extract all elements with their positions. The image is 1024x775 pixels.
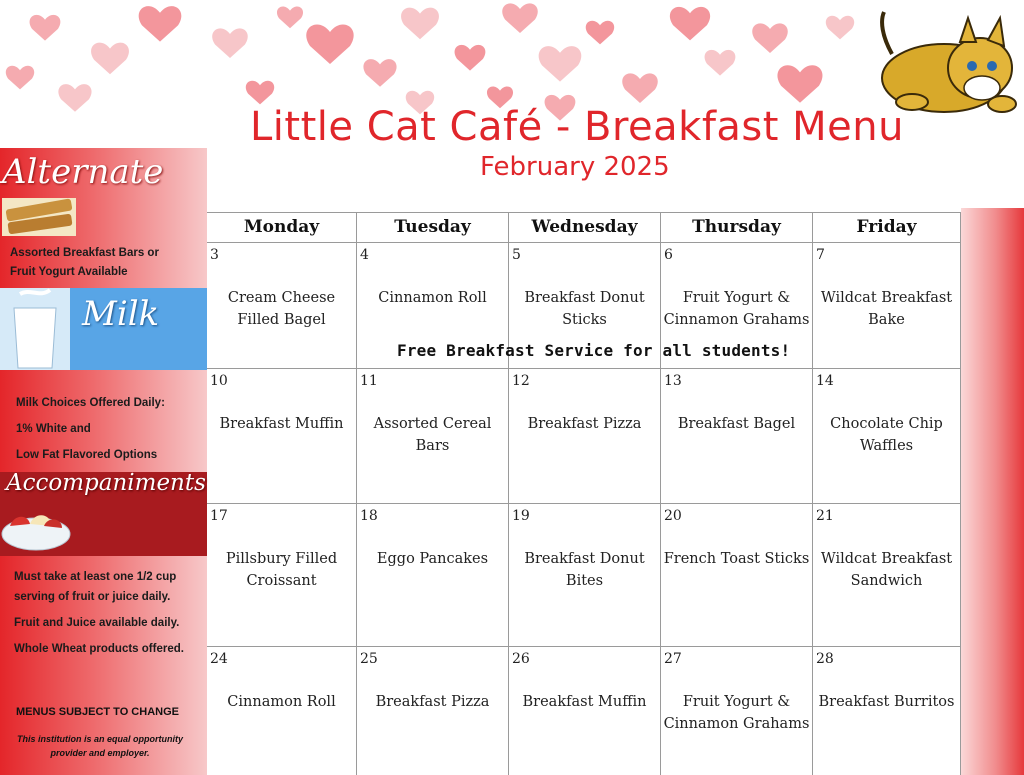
day-number: 27 xyxy=(664,651,682,667)
meal-item xyxy=(209,691,354,713)
day-cell xyxy=(661,504,812,646)
breakfast-bar-icon xyxy=(0,194,78,240)
meal-line: Breakfast Bagel xyxy=(677,416,796,432)
alternate-heading: Alternate xyxy=(2,152,164,192)
meal-line: Croissant xyxy=(246,573,317,589)
info-sidebar xyxy=(0,148,207,775)
header-thursday: Thursday xyxy=(692,217,781,237)
day-cell xyxy=(357,369,508,503)
meal-item xyxy=(663,691,810,735)
free-breakfast-banner: Free Breakfast Service for all students! xyxy=(397,341,791,360)
day-number: 13 xyxy=(664,373,682,389)
header-monday: Monday xyxy=(243,217,320,237)
milk-glass-icon xyxy=(0,288,70,370)
page-subtitle: February 2025 xyxy=(480,152,670,182)
day-number: 19 xyxy=(512,508,530,524)
day-number: 7 xyxy=(816,247,825,263)
day-cell xyxy=(509,504,660,646)
day-cell xyxy=(813,504,960,646)
day-cell xyxy=(357,504,508,646)
milk-line-3: Low Fat Flavored Options xyxy=(16,449,158,461)
meal-item xyxy=(663,548,810,570)
meal-item xyxy=(815,691,958,713)
milk-line-2: 1% White and xyxy=(16,423,91,435)
meal-line: French Toast Sticks xyxy=(663,551,810,567)
day-number: 11 xyxy=(360,373,378,389)
day-number: 18 xyxy=(360,508,378,524)
meal-line: Eggo Pancakes xyxy=(376,551,489,567)
meal-line: Fruit Yogurt & xyxy=(682,694,791,710)
day-number: 6 xyxy=(664,247,673,263)
milk-heading: Milk xyxy=(82,294,160,334)
meal-line: Filled Bagel xyxy=(237,312,326,328)
day-number: 10 xyxy=(210,373,228,389)
alternate-line-2: Fruit Yogurt Available xyxy=(10,266,128,278)
day-cell xyxy=(509,369,660,503)
eeo-line-1: This institution is an equal opportunity xyxy=(17,734,183,744)
meal-line: Breakfast Burritos xyxy=(818,694,955,710)
day-number: 20 xyxy=(664,508,682,524)
day-number: 5 xyxy=(512,247,521,263)
alternate-line-1: Assorted Breakfast Bars or xyxy=(10,247,159,259)
meal-line: Sticks xyxy=(562,312,607,328)
accompaniments-line-1: Must take at least one 1/2 cup xyxy=(14,571,177,583)
meal-item xyxy=(209,413,354,435)
day-number: 17 xyxy=(210,508,228,524)
day-number: 21 xyxy=(816,508,834,524)
day-cell xyxy=(813,243,960,368)
meal-item xyxy=(663,413,810,435)
day-cell xyxy=(207,504,356,646)
meal-line: Pillsbury Filled xyxy=(225,551,338,567)
meal-line: Bites xyxy=(565,573,604,589)
meal-item xyxy=(209,548,354,592)
grid-line xyxy=(960,212,961,775)
meal-line: Chocolate Chip xyxy=(830,416,943,432)
meal-line: Assorted Cereal Bars xyxy=(373,416,492,454)
meal-item xyxy=(359,691,506,713)
meal-item xyxy=(359,287,506,309)
header-friday: Friday xyxy=(856,217,917,237)
meal-line: Cinnamon Grahams xyxy=(663,312,810,328)
eeo-line-2: provider and employer. xyxy=(50,748,150,758)
day-cell xyxy=(207,369,356,503)
meal-line: Breakfast Donut xyxy=(524,290,645,306)
meal-line: Bake xyxy=(868,312,905,328)
day-number: 14 xyxy=(816,373,834,389)
day-number: 12 xyxy=(512,373,530,389)
day-cell xyxy=(813,369,960,503)
eeo-statement xyxy=(10,732,190,760)
meal-item xyxy=(511,287,658,331)
meal-line: Wildcat Breakfast xyxy=(820,551,953,567)
meal-line: Wildcat Breakfast xyxy=(820,290,953,306)
meal-item xyxy=(511,691,658,713)
header-wednesday: Wednesday xyxy=(531,217,638,237)
meal-line: Cinnamon Roll xyxy=(227,694,336,710)
meal-line: Fruit Yogurt & xyxy=(682,290,791,306)
meal-item xyxy=(359,413,506,457)
meal-line: Cinnamon Roll xyxy=(378,290,487,306)
day-cell xyxy=(207,243,356,368)
meal-line: Sandwich xyxy=(850,573,923,589)
meal-line: Breakfast Muffin xyxy=(219,416,344,432)
header-tuesday: Tuesday xyxy=(394,217,471,237)
accompaniments-line-3: Fruit and Juice available daily. xyxy=(14,617,180,629)
page-title: Little Cat Café - Breakfast Menu xyxy=(250,104,904,150)
meal-line: Breakfast Donut xyxy=(524,551,645,567)
accompaniments-heading: Accompaniments xyxy=(6,470,206,496)
meal-item xyxy=(815,413,958,457)
day-cell xyxy=(207,647,356,775)
milk-line-1: Milk Choices Offered Daily: xyxy=(16,397,165,409)
meal-item xyxy=(209,287,354,331)
meal-item xyxy=(815,287,958,331)
day-number: 26 xyxy=(512,651,530,667)
menu-calendar xyxy=(207,212,961,775)
right-decoration-strip xyxy=(961,208,1024,775)
accompaniments-line-4: Whole Wheat products offered. xyxy=(14,643,184,655)
meal-line: Cream Cheese xyxy=(227,290,336,306)
meal-item xyxy=(359,548,506,570)
meal-item xyxy=(663,287,810,331)
meal-item xyxy=(815,548,958,592)
day-cell xyxy=(661,647,812,775)
meal-line: Breakfast Pizza xyxy=(375,694,490,710)
day-cell xyxy=(661,369,812,503)
meal-line: Breakfast Muffin xyxy=(522,694,647,710)
day-cell xyxy=(509,647,660,775)
accompaniments-line-2: serving of fruit or juice daily. xyxy=(14,591,171,603)
meal-line: Breakfast Pizza xyxy=(527,416,642,432)
day-number: 25 xyxy=(360,651,378,667)
meal-item xyxy=(511,548,658,592)
day-cell xyxy=(357,647,508,775)
day-number: 28 xyxy=(816,651,834,667)
menu-change-notice: MENUS SUBJECT TO CHANGE xyxy=(16,706,179,718)
meal-line: Cinnamon Grahams xyxy=(663,716,810,732)
meal-line: Waffles xyxy=(859,438,914,454)
day-number: 4 xyxy=(360,247,369,263)
apple-bowl-icon xyxy=(0,504,72,554)
day-cell xyxy=(813,647,960,775)
day-number: 24 xyxy=(210,651,228,667)
meal-item xyxy=(511,413,658,435)
day-number: 3 xyxy=(210,247,219,263)
